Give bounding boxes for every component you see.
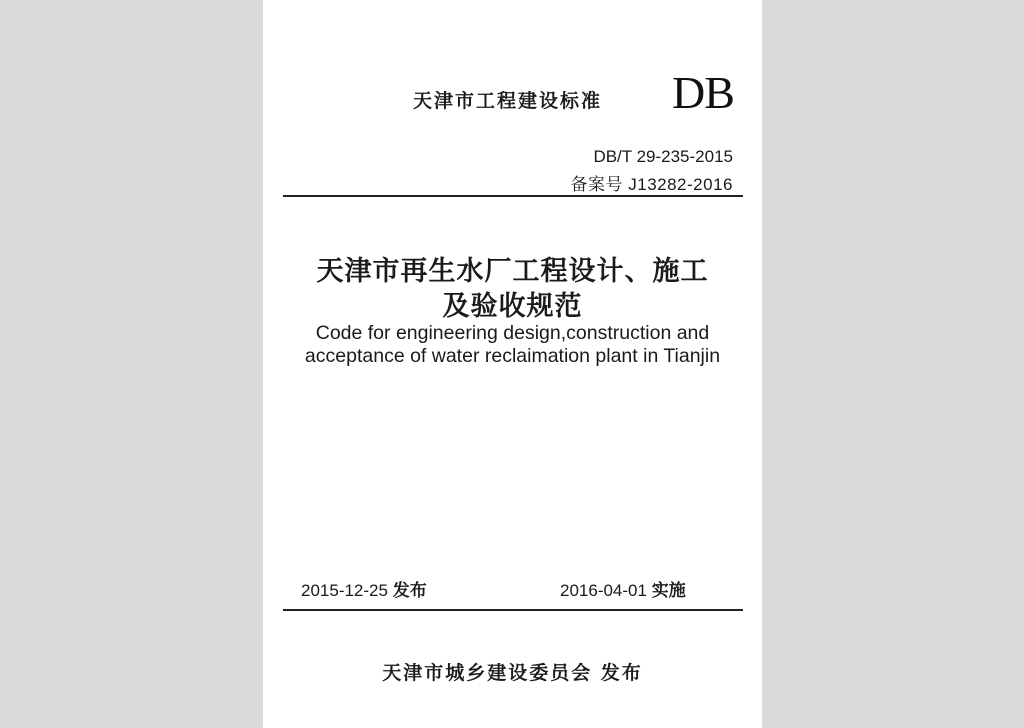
title-english-line-2: acceptance of water reclaimation plant in Tianjin [304,345,721,367]
db-mark: DB [672,67,734,118]
title-chinese-line-1: 天津市再生水厂工程设计、施工 [316,256,709,287]
title-english-line-1: Code for engineering design,construction and [315,322,710,344]
document-cover-page [263,0,762,728]
publisher: 天津市城乡建设委员会 发布 [382,662,643,684]
issue-date [301,576,427,601]
standard-series-title: 天津市工程建设标准 [413,90,603,112]
issue-date-label: 发布 [392,581,427,601]
implementation-date-value: 2016-04-01 [560,581,647,600]
record-number: 备案号 J13282-2016 [570,175,733,194]
top-divider [283,195,743,197]
standard-number: DB/T 29-235-2015 [593,147,733,166]
title-chinese-line-2: 及验收规范 [442,291,583,322]
implementation-date [560,576,686,601]
issue-date-value: 2015-12-25 [301,581,388,600]
implementation-date-label: 实施 [651,581,686,601]
bottom-divider [283,609,743,611]
